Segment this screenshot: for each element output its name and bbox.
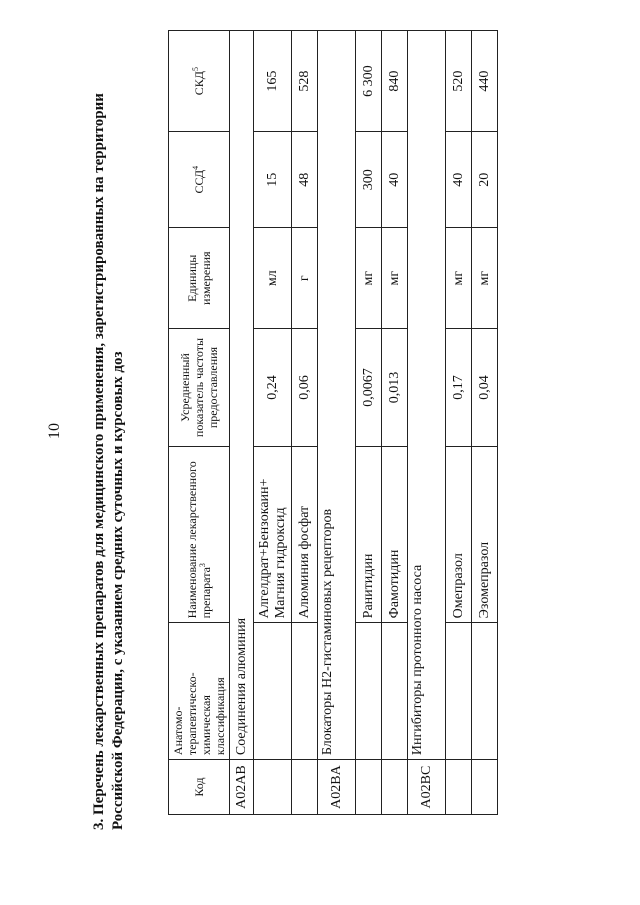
header-name bbox=[169, 446, 230, 623]
unit-cell: мл bbox=[254, 228, 292, 329]
header-name-text: Наименование лекарственного препарата bbox=[185, 461, 213, 619]
skd-cell: 440 bbox=[472, 31, 498, 132]
empty-cell bbox=[254, 760, 292, 815]
table-row bbox=[356, 31, 382, 815]
frequency-cell: 0,06 bbox=[292, 329, 318, 446]
header-ssd-footnote: 4 bbox=[191, 165, 200, 170]
section-heading bbox=[90, 40, 146, 830]
drug-table bbox=[168, 30, 498, 815]
header-name-footnote: 3 bbox=[198, 563, 207, 568]
header-ssd-text: ССД bbox=[192, 169, 206, 194]
frequency-cell: 0,04 bbox=[472, 329, 498, 446]
frequency-cell: 0,24 bbox=[254, 329, 292, 446]
empty-cell bbox=[292, 760, 318, 815]
unit-cell: мг bbox=[382, 228, 408, 329]
page-number: 10 bbox=[46, 423, 63, 439]
empty-cell bbox=[382, 760, 408, 815]
drug-name-cell: Ранитидин bbox=[356, 446, 382, 623]
header-classification: Анатомо-терапевтическо-химическая классификация bbox=[169, 623, 230, 760]
frequency-cell: 0,0067 bbox=[356, 329, 382, 446]
header-ssd bbox=[169, 132, 230, 228]
drug-name-cell: Алюминия фосфат bbox=[292, 446, 318, 623]
ssd-cell: 300 bbox=[356, 132, 382, 228]
table-header-row bbox=[169, 31, 230, 815]
ssd-cell: 40 bbox=[382, 132, 408, 228]
code-cell: A02BA bbox=[318, 760, 356, 815]
table-row bbox=[254, 31, 292, 815]
drug-table-container bbox=[168, 30, 492, 815]
ssd-cell: 40 bbox=[446, 132, 472, 228]
unit-cell: г bbox=[292, 228, 318, 329]
ssd-cell: 15 bbox=[254, 132, 292, 228]
classification-cell: Блокаторы Н2-гистаминовых рецепторов bbox=[318, 31, 356, 760]
header-skd bbox=[169, 31, 230, 132]
drug-name-cell: Алгелдрат+Бензокаин+ Магния гидроксид bbox=[254, 446, 292, 623]
header-frequency: Усредненный показатель частоты предоставления bbox=[169, 329, 230, 446]
ssd-cell: 48 bbox=[292, 132, 318, 228]
unit-cell: мг bbox=[446, 228, 472, 329]
unit-cell: мг bbox=[356, 228, 382, 329]
code-cell: A02AB bbox=[230, 760, 254, 815]
header-skd-footnote: 5 bbox=[191, 67, 200, 72]
empty-cell bbox=[446, 760, 472, 815]
classification-cell: Ингибиторы протонного насоса bbox=[408, 31, 446, 760]
skd-cell: 6 300 bbox=[356, 31, 382, 132]
empty-cell bbox=[472, 623, 498, 760]
table-row bbox=[292, 31, 318, 815]
empty-cell bbox=[446, 623, 472, 760]
drug-name-cell: Эзомепразол bbox=[472, 446, 498, 623]
empty-cell bbox=[382, 623, 408, 760]
classification-cell: Соединения алюминия bbox=[230, 31, 254, 760]
skd-cell: 840 bbox=[382, 31, 408, 132]
header-unit: Единицы измерения bbox=[169, 228, 230, 329]
skd-cell: 520 bbox=[446, 31, 472, 132]
ssd-cell: 20 bbox=[472, 132, 498, 228]
table-row bbox=[408, 31, 446, 815]
header-code: Код bbox=[169, 760, 230, 815]
empty-cell bbox=[356, 623, 382, 760]
header-skd-text: СКД bbox=[192, 71, 206, 96]
table-row bbox=[382, 31, 408, 815]
heading-line-2: Российской Федерации, с указанием средних суточных и курсовых доз bbox=[110, 351, 126, 830]
table-row bbox=[472, 31, 498, 815]
table-row bbox=[446, 31, 472, 815]
empty-cell bbox=[254, 623, 292, 760]
frequency-cell: 0,17 bbox=[446, 329, 472, 446]
empty-cell bbox=[356, 760, 382, 815]
skd-cell: 165 bbox=[254, 31, 292, 132]
drug-name-cell: Омепразол bbox=[446, 446, 472, 623]
table-row bbox=[318, 31, 356, 815]
drug-name-cell: Фамотидин bbox=[382, 446, 408, 623]
empty-cell bbox=[472, 760, 498, 815]
heading-line-1: 3. Перечень лекарственных препаратов для медицинского применения, зарегистрированных на территории bbox=[91, 93, 107, 830]
code-cell: A02BC bbox=[408, 760, 446, 815]
unit-cell: мг bbox=[472, 228, 498, 329]
table-row bbox=[230, 31, 254, 815]
empty-cell bbox=[292, 623, 318, 760]
frequency-cell: 0,013 bbox=[382, 329, 408, 446]
skd-cell: 528 bbox=[292, 31, 318, 132]
